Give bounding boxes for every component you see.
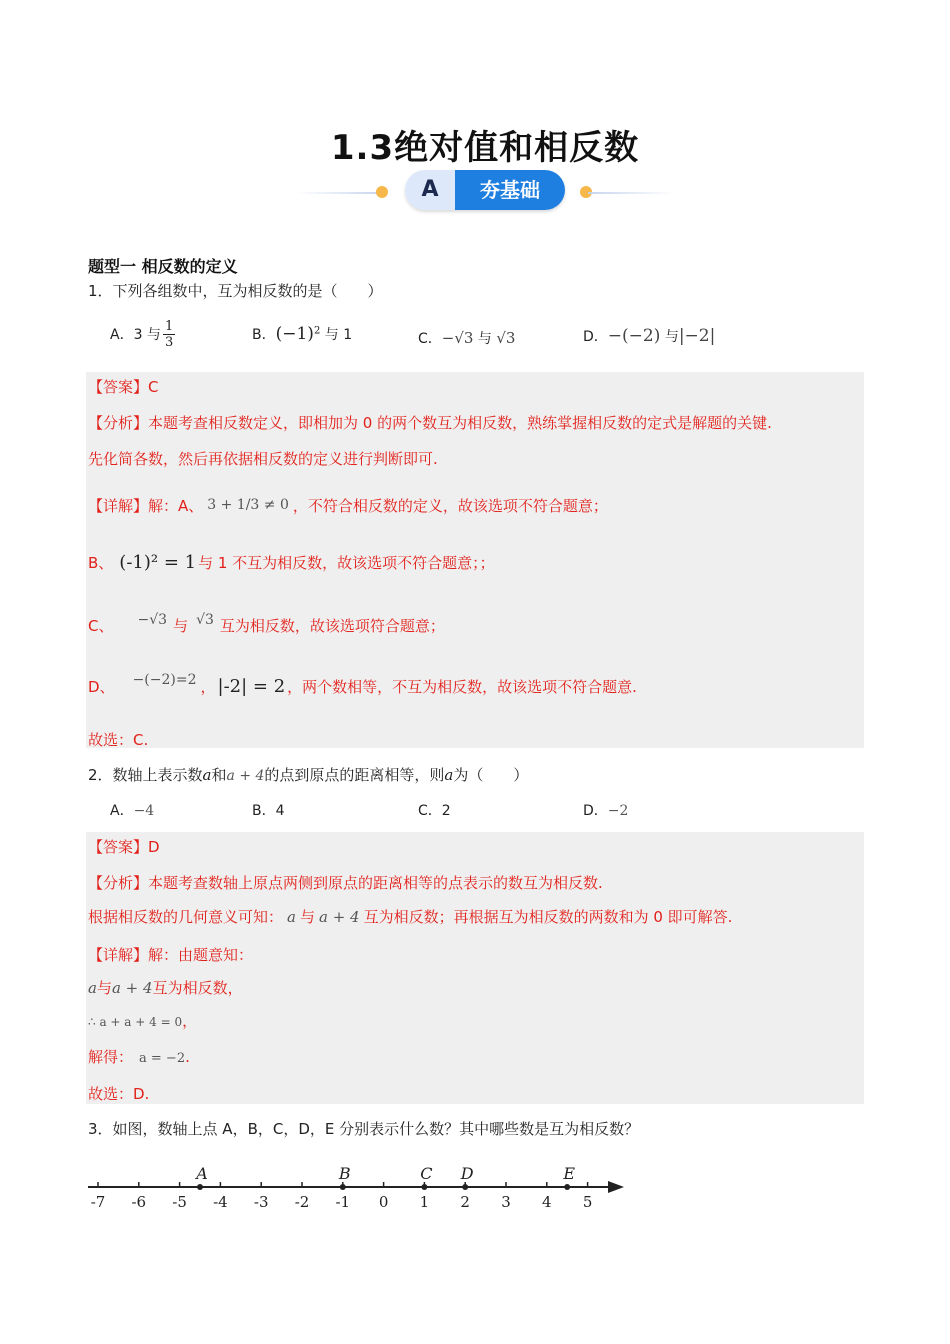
- q2-analysis-line-1: 【分析】本题考查数轴上原点两侧到原点的距离相等的点表示的数互为相反数.: [88, 874, 603, 892]
- tick-label: 2: [460, 1193, 470, 1211]
- point-c-marker: [421, 1184, 427, 1190]
- q1-detail-d-sep: ，: [200, 677, 216, 696]
- q2-detail-line-4-math: a = −2: [139, 1051, 186, 1066]
- q2-option-d: [583, 800, 628, 820]
- q1-detail-c-prefix: C、: [88, 616, 114, 635]
- q1-option-c-label: C．: [418, 331, 442, 347]
- tick-label: -3: [253, 1193, 269, 1211]
- q2-detail-line-4-suffix: .: [185, 1048, 190, 1066]
- q2-detail-line-2-a4: a + 4: [111, 979, 153, 997]
- q1-detail-b: [88, 552, 495, 573]
- section-heading: 题型一 相反数的定义: [88, 257, 238, 276]
- q1-detail-a-math: 3 + 1/3 ≠ 0: [207, 497, 289, 513]
- q1-analysis-line-2: 先化简各数，然后再依据相反数的定义进行判断即可.: [88, 450, 438, 468]
- q1-detail-c-math-1: −√3: [137, 612, 168, 628]
- tick-label: 3: [501, 1193, 511, 1211]
- q1-option-c: [418, 328, 515, 348]
- q2-detail-line-4: [88, 1046, 190, 1067]
- q1-option-b-label: B．: [252, 327, 276, 343]
- banner-line-left: [296, 192, 382, 194]
- q2-option-d-math: −2: [607, 803, 629, 819]
- q1-option-a: [110, 314, 175, 354]
- question-3-stem: 3．如图，数轴上点 A，B，C，D，E 分别表示什么数？其中哪些数是互为相反数？: [88, 1120, 640, 1138]
- point-d-label: D: [460, 1164, 474, 1183]
- q2-detail-line-2: [88, 977, 243, 998]
- q2-analysis-line-2-suffix: 互为相反数；再根据互为相反数的两数和为 0 即可解答.: [363, 908, 733, 926]
- q1-option-d-mid: 与: [664, 329, 679, 345]
- q2-conclusion: 故选：D.: [88, 1085, 150, 1103]
- page-title: 1.3绝对值和相反数: [330, 128, 640, 168]
- level-badge: [405, 170, 565, 210]
- point-e-marker: [564, 1184, 570, 1190]
- point-d-marker: [462, 1184, 468, 1190]
- q2-detail-line-3-suffix: ，: [182, 1012, 198, 1030]
- q1-option-b-math: (−1): [275, 324, 314, 344]
- q1-option-c-mid: 与: [477, 331, 492, 347]
- q2-stem-a-plus-4: a + 4: [226, 768, 265, 784]
- q1-detail-b-prefix: B、: [88, 554, 114, 572]
- q2-analysis-line-2-prefix: 根据相反数的几何意义可知：: [88, 908, 284, 926]
- q2-analysis-line-2-a4: a + 4: [318, 908, 360, 926]
- point-b-marker: [340, 1184, 346, 1190]
- question-1-stem: 1．下列各组数中，互为相反数的是（ ）: [88, 282, 383, 300]
- tick-label: 5: [582, 1193, 593, 1211]
- point-e-label: E: [563, 1164, 576, 1183]
- fraction-numerator: 1: [164, 318, 174, 334]
- tick-label: -2: [294, 1193, 310, 1211]
- point-a-label: A: [196, 1164, 208, 1183]
- tick-label: -5: [172, 1193, 187, 1211]
- q1-detail-a-prefix: 【详解】解：A、: [88, 496, 204, 515]
- number-line-arrow: [608, 1181, 624, 1193]
- q2-detail-line-2-mid: 与: [96, 979, 112, 997]
- badge-label: 夯基础: [455, 170, 565, 210]
- q1-detail-d-prefix: D、: [88, 677, 115, 696]
- tick-label: 1: [419, 1193, 430, 1211]
- q2-option-a-label: A．: [110, 803, 134, 819]
- q2-stem-prefix: 2．数轴上表示数: [88, 766, 203, 784]
- q2-analysis-line-2-mid: 与: [299, 908, 315, 926]
- question-2-stem: [88, 764, 528, 785]
- q1-option-c-left: −√3: [441, 329, 474, 347]
- q2-stem-suffix: 为（ ）: [453, 766, 529, 784]
- q2-analysis-line-2-a: a: [287, 908, 296, 926]
- q1-detail-a: [88, 484, 608, 526]
- q1-option-a-fraction: [163, 319, 175, 350]
- q2-answer: 【答案】D: [88, 838, 160, 856]
- q1-detail-c-mid: 与: [173, 616, 189, 635]
- q1-detail-c-math-2: √3: [196, 612, 214, 628]
- q1-conclusion: 故选：C.: [88, 731, 149, 749]
- q1-detail-d-suffix: ，两个数相等，不互为相反数，故该选项不符合题意.: [287, 677, 637, 696]
- banner-line-right: [588, 192, 674, 194]
- badge-letter: A: [405, 170, 455, 210]
- q1-analysis-line-1: 【分析】本题考查相反数定义，即相加为 0 的两个数互为相反数，熟练掌握相反数的定式是解题的关键.: [88, 414, 772, 432]
- q1-option-d-right: |−2|: [678, 326, 716, 346]
- tick-label: -6: [131, 1193, 147, 1211]
- q2-stem-a-2: a: [444, 766, 454, 784]
- q2-option-c: C．2: [418, 803, 451, 819]
- q2-stem-and: 和: [211, 766, 227, 784]
- q2-option-a: [110, 800, 154, 820]
- number-line: [80, 1155, 640, 1215]
- tick-label: 0: [378, 1193, 389, 1211]
- q1-detail-b-math: (-1)² = 1: [119, 552, 197, 573]
- q1-option-d-label: D．: [583, 329, 608, 345]
- q2-option-b: B．4: [252, 803, 285, 819]
- q1-option-d-left: −(−2): [607, 326, 661, 346]
- q1-option-d: [583, 326, 715, 346]
- q1-detail-a-suffix: ，不符合相反数的定义，故该选项不符合题意；: [292, 496, 608, 515]
- point-a-marker: [197, 1184, 203, 1190]
- point-c-label: C: [420, 1164, 433, 1183]
- tick-label: -7: [90, 1193, 106, 1211]
- q2-analysis-line-2: [88, 906, 732, 927]
- q1-option-a-text: A．3 与: [110, 327, 161, 343]
- q2-option-d-label: D．: [583, 803, 608, 819]
- q2-detail-line-3-math: ∴ a + a + 4 = 0: [88, 1015, 183, 1029]
- q1-option-c-right: √3: [496, 329, 516, 347]
- tick-label: 4: [542, 1193, 552, 1211]
- fraction-denominator: 3: [164, 334, 174, 350]
- q1-option-b-exponent: 2: [313, 325, 321, 337]
- q2-detail-line-1: 【详解】解：由题意知：: [88, 946, 254, 964]
- q1-detail-c: [88, 612, 445, 638]
- q2-detail-line-3: [88, 1010, 197, 1031]
- q1-detail-d: [88, 672, 637, 700]
- q2-stem-a: a: [202, 766, 212, 784]
- q1-option-b: [252, 324, 352, 344]
- q2-detail-line-4-prefix: 解得：: [88, 1048, 134, 1066]
- tick-label: -4: [213, 1193, 228, 1211]
- q1-detail-b-suffix: 与 1 不互为相反数，故该选项不符合题意；；: [198, 554, 495, 572]
- q1-answer: 【答案】C: [88, 378, 159, 396]
- q2-detail-line-2-a: a: [88, 979, 97, 997]
- q1-detail-d-math-2: |-2| = 2: [217, 675, 286, 697]
- q2-stem-mid: 的点到原点的距离相等，则: [264, 766, 445, 784]
- q2-option-a-math: −4: [133, 803, 155, 819]
- q2-detail-line-2-suffix: 互为相反数，: [152, 979, 243, 997]
- q1-detail-c-suffix: 互为相反数，故该选项符合题意；: [219, 616, 445, 635]
- tick-label: -1: [335, 1193, 351, 1211]
- point-b-label: B: [338, 1164, 351, 1183]
- q1-option-b-suffix: 与 1: [324, 327, 353, 343]
- banner-dot-left: [376, 186, 388, 198]
- q1-detail-d-math-1: −(−2)=2: [132, 672, 197, 688]
